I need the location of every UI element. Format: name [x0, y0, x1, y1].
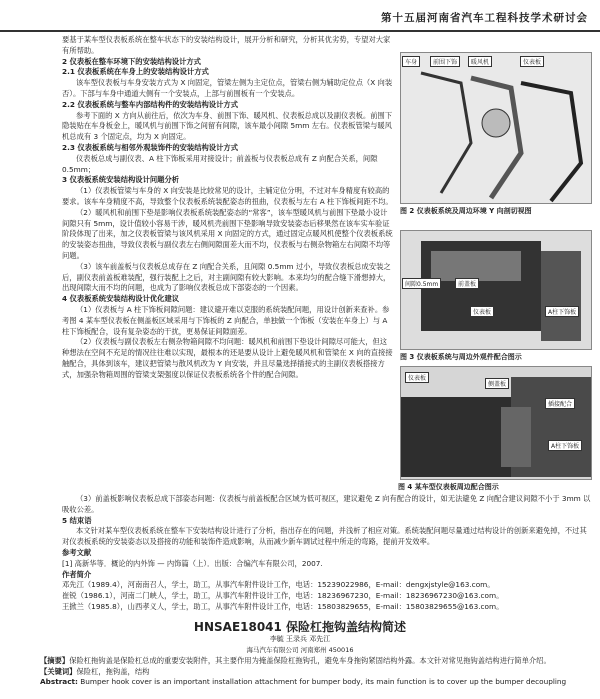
figure-2-image [400, 52, 592, 204]
figure-label: 仪表板 [470, 306, 494, 317]
section-heading: 3 仪表板系统安装结构设计问题分析 [62, 175, 180, 185]
figure-4-caption: 图 4 某车型仪表板周边配合图示 [398, 483, 499, 491]
paragraph: 本文针对某车型仪表板系统在整车下安装结构设计进行了分析，指出存在的问题，并浅析了相应对策。系统装配问题尽量通过结构设计的创新来避免掉，不过其对仪表板系统的安装姿态以及搭接的功能和装饰件造成影响，从而减少新车调试过程中所走的弯路，提前开发效率。 [62, 526, 587, 547]
section-heading: 4 仪表板系统安装结构设计优化建议 [62, 294, 180, 304]
figure-3-caption: 图 3 仪表板系统与周边外观件配合图示 [400, 353, 522, 361]
figure-label: 插接配合 [545, 398, 575, 409]
figure-label: 前围下饰 [430, 56, 460, 67]
paragraph: 仪表板总成与副仪表、A 柱下饰板采用对接设计；前盖板与仪表板总成有 Z 向配合关系，间隙 0.5mm； [62, 153, 378, 174]
figure-label: 间隙0.5mm [402, 278, 441, 289]
paragraph: 该车型仪表板与车身安装方式为 X 向固定，管梁左侧为主定位点，管梁右侧为辅助定位点（X 向装否）。下部与车身中通道大侧有一个安装点，上部与前围板有一个安装点。 [62, 78, 393, 98]
figure-label: A柱下饰板 [545, 306, 579, 317]
references-heading: 参考文献 [62, 547, 92, 557]
author-bio: 王掀兰（1985.8），山西孝义人，学士，助工，从事汽车附件设计工作，电话：15803829655，E-mail：15803829655@163.com。 [62, 601, 504, 611]
abstract-block [40, 656, 590, 688]
figure-label: A柱下饰板 [548, 440, 582, 451]
abstract-label: 【摘要】 [40, 656, 70, 665]
conference-title: 第十五届河南省汽车工程科技学术研讨会 [381, 12, 588, 24]
paragraph: （3）前盖板影响仪表板总成下部姿态问题：仪表板与前盖板配合区域为低可视区，建议避免 Z 向有配合的设计，如无法避免 Z 向配合建议间隙不小于 3mm 以吸收公差。 [62, 494, 591, 514]
figure-3-drawing [401, 231, 591, 349]
keywords-text: 保险杠，拖钩盖，结构 [76, 666, 150, 676]
paper-affiliation: 海马汽车有限公司 河南郑州 450016 [246, 646, 354, 654]
reference-item: [1] 高新华等．概论的内外饰 — 内饰篇（上）．出版：合编汽车有限公司，2007. [62, 558, 323, 568]
figure-label: 侧盖板 [485, 378, 509, 389]
figure-label: 暖风机 [468, 56, 492, 67]
figure-label: 车身 [402, 56, 420, 67]
figure-2-drawing [401, 53, 591, 203]
paragraph: （2）仪表板与副仪表板左右侧杂物箱间隙不均问题：暖风机和前围下垫设计间隙尽可能大，但这种想法在空间不充足的情况往往难以实现，最根本的还是要从设计上避免暖风机和管梁在 X 向的直接接触配合，具体到该车，建议把管梁与散风机改为 Y 向安装，并且尽量选择插接式的主副仪表板搭接方式，加强杂物箱周围的管梁支架强度以保证仪表板系统各个件的配合间隙。 [62, 337, 393, 379]
paper-authors: 李毓 王录兵 邓先江 [269, 635, 331, 643]
page-header [0, 0, 600, 32]
figure-3-image [400, 230, 592, 350]
english-abstract-label: Abstract: [40, 677, 78, 686]
english-abstract-text: Bumper hook cover is an important installation attachment for bumper body, its main function is to cover up the bumper decoupling [80, 677, 567, 686]
subsection-heading: 2.2 仪表板系统与整车内部结构件的安装结构设计方式 [62, 99, 238, 109]
figure-label: 仪表板 [520, 56, 544, 67]
keywords-label: 【关键词】 [40, 666, 77, 676]
left-column [62, 35, 394, 381]
full-width-section [62, 494, 592, 613]
author-bio: 崔锐（1986.1），河南二门峡人，学士，助工，从事汽车附件设计工作，电话：18236967230，E-mail：18236967230@163.com。 [62, 591, 504, 601]
paragraph: （3）该车前盖板与仪表板总成存在 Z 向配合关系，且间隙 0.5mm 过小，导致仪表板总成安装之后，副仪表前盖板难装配，强行装配上之后，对主副间隙有较大影响。本来均匀的配合缝下滑想掉大，出现间隙大而不均的问题，也成为了影响仪表板总成下部姿态的一个因素。 [62, 261, 391, 293]
figure-label: 前盖板 [455, 278, 479, 289]
paragraph: （2）暖风机和前围下垫是影响仪表板系统装配姿态的“常客”，该车型暖风机与前围下垫最小设计间隙只有 5mm，设计值较小容易干涉，暖风机壳前围下垫影响导致安装姿态后移果然在该车实车验证阶段体现了出来，加之仪表板管梁与该风机采用 X 向固定的方式，通过固定点暖风机使整个仪表板系统的安装姿态扭曲，导致仪表板与副仪表左右侧间隙面差大而不均，仪表板与右侧杂物箱左右间隙不均等问题。 [62, 207, 393, 260]
paragraph: （1）仪表板管梁与车身的 X 向安装是比较常见的设计，主辅定位分明，不过对车身精度有较高的要求。该车车身精度不高，导致整个仪表板系统装配姿态的扭曲，仪表板与左右 A 柱下饰板间距不均。 [62, 186, 393, 206]
paragraph: （1）仪表板与 A 柱下饰板间隙问题：建议避开难以克服的系统装配问题，用设计创新来查补。参考图 4 某车型仪表板在侧盖板区域采用与下饰板的 Z 向配合，单独做一个饰板（安装在车身上）与 A 柱下饰板配合，设有复杂姿态的干扰，更易保证间隙面差。 [62, 304, 390, 336]
figure-2-caption: 图 2 仪表板系统及周边环境 Y 向剖切视图 [400, 207, 532, 215]
subsection-heading: 2.1 仪表板系统在车身上的安装结构设计方式 [62, 67, 209, 77]
abstract-text: 保险杠拖钩盖是保险杠总成的重要安装附件，其主要作用为掩盖保险杠拖钩孔，避免车身拖钩紧固结构外露。本文针对常见拖钩盖结构进行简单介绍。 [69, 656, 551, 665]
paper-title: HNSAE18041 保险杠拖钩盖结构简述 [193, 620, 407, 634]
section-heading: 2 仪表板在整车环境下的安装结构设计方式 [62, 56, 201, 66]
figure-label: 仪表板 [405, 372, 429, 383]
subsection-heading: 2.3 仪表板系统与相邻外观装饰件的安装结构设计方式 [62, 142, 238, 152]
paragraph: 要基于某车型仪表板系统在整车状态下的安装结构设计，展开分析和研究，分析其优劣势，专望对大家有所帮助。 [62, 35, 391, 55]
paragraph: 参考下面的 X 方向从前往后，依次为车身、前围下饰、暖风机、仪表板总成以及副仪表板。前围下隐装贴在车身板金上，暖风机与前围下饰之间留有间隙，该车最小间隙 5mm 左右。仪表板管梁与暖风机总成有 3 个固定点，均为 X 向固定。 [62, 110, 393, 142]
author-bio: 邓先江（1989.4），河南南召人，学士，助工，从事汽车附件设计工作，电话：15239022986，E-mail：dengxjstyle@163.com。 [62, 580, 495, 590]
section-heading: 5 结束语 [62, 515, 92, 525]
author-bio-heading: 作者简介 [62, 569, 92, 579]
